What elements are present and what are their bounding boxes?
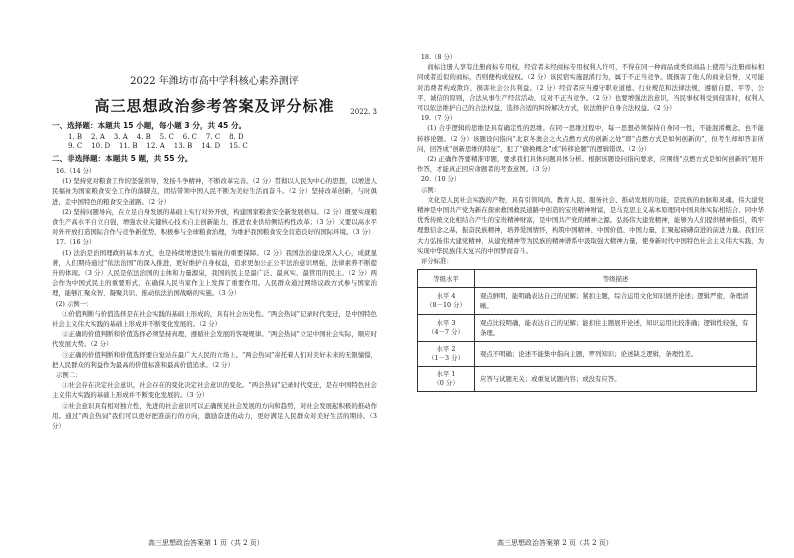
answer-paragraph: (1) 法治是治国理政的基本方式，也是持续增进民生福祉的重要保障。（2 分）我国法治建设深入人心，成就显著，人们期待通过“依法治国”的深入推进，更好维护自身权益，追求更加公正公平法治意识增强，法律素养不断提升的体现。（3 分）人民是依法治国的主体和力量源泉，我国的民主是最广泛、最真实、最管用的民主。（2 分）两会作为中国式民主的重要形式，在确保人民当家作主上发挥了重要作用。人民群众通过网络议政方式参与国家治理，能够汇聚众智，凝聚共识，推动依法治国战略的实施。（3 分） [52,248,377,298]
answer-paragraph: (1) 坚持党对粮食工作的坚强领导，发扬斗争精神，不断改革完善。（2 分）贯彻以人民为中心的思想，以增进人民福祉为国家粮食安全工作的落脚点，团结带领中国人民不断为美好生活而奋斗。（2 分）坚持改革创新，与时俱进，走中国特色的粮食安全道路。（2 分） [52,177,377,206]
answer-paragraph: (2) 坚持问题导向，在立足自身发展的基础上实行对外开放，构建国家粮食安全新发展格局。（2 分）既要实现粮食生产高水平自立自强，增强农业关键核心技术自主创新能力，推进农业供给侧结构性改革；（3 分）又要以高水平对外开放打造国际合作与竞争新优势，积极参与全球粮食治理，为维护我国粮食安全营造良好的国际环境。（3 分） [52,207,377,237]
section-label: 示例二： [55,371,82,380]
right-page [397,0,794,558]
answer-paragraph: ①价值判断与价值选择是在社会实践的基础上形成的，具有社会历史性。“两会热词”记录时代变迁，是中国特色社会主义伟大实践的基础上形成并不断变化发展的。（2 分） [52,309,377,329]
right-body [417,52,764,266]
rubric-table [417,269,757,392]
rubric-level: 水平 2 （1－3 分） [418,342,475,367]
section2-heading: 二、非选择题：本题共 5 题，共 55 分。 [52,154,193,163]
section1-heading: 一、选择题：本题共 15 小题，每小题 3 分，共 45 分。 [52,121,247,130]
answers-row-1: 1. B 2. A 3. A 4. B 5. C 6. C 7. C 8. D [68,133,244,141]
section-label: 评分标准： [420,257,453,266]
answer-paragraph: ②正确的价值判断和价值选择必须坚持真理，遵循社会发展的客观规律。“两会热词”立足中国社会实际，顺应时代发展大势。（2 分） [52,330,377,349]
footer-page-1: 高三思想政治答案第 1 页（共 2 页） [148,539,264,547]
answer-paragraph: ③正确的价值判断和价值选择要自觉站在最广大人民的立场上。“两会热词”寄托着人们对美好未来的无限憧憬，把人民群众的利益作为最高的价值标准和最高价值追求。（2 分） [52,350,377,369]
section-label: (2) 示例一： [55,299,93,308]
rubric-level: 水平 1 （0 分） [418,367,475,392]
answer-paragraph: ②社会意识具有相对独立性，先进的社会意识可以正确预见社会发展的方向和趋势，对社会发展起积极的推动作用。通过“两会热词”我们可以更好把准前行的方向，激励奋进的动力，更好满足人民群众对美好生活的期待。（3 分） [52,401,377,431]
rubric-row [418,288,757,315]
rubric-row [418,315,757,342]
rubric-header-level: 等级水平 [418,270,475,288]
rubric-desc: 应答与试题无关；或重复试题内容；或没有应答。 [475,367,757,392]
rubric-level: 水平 3 （4－7 分） [418,315,475,342]
answers-row-2: 9. C 10. D 11. B 12. A 13. B 14. D 15. C [68,142,248,150]
section-label: 示例： [420,185,440,194]
section-label: 17.（16 分） [55,238,96,247]
rubric-header-desc: 等级描述 [475,270,757,288]
rubric-desc: 观点鲜明，能明确表达自己的见解；紧扣主题，综合运用文化知识展开论述；逻辑严密，条理清晰。 [475,288,757,315]
answer-paragraph: ①社会存在决定社会意识，社会存在的变化决定社会意识的变化。“两会热词”记录时代变迁，是在中国特色社会主义伟大实践的基础上形成并不断变化发展的。（3 分） [52,381,377,400]
section-label: 18.（8 分） [420,53,457,61]
page-title: 高三思想政治参考答案及评分标准 [94,97,335,115]
rubric-header-row [418,270,757,288]
rubric-desc: 观点不明确；论述不能集中指向主题，罗列知识；论述缺乏逻辑，条理性差。 [475,342,757,367]
answer-paragraph: 文化是人民社会实践的产物，具有引领风尚、教育人民、服务社会、推动发展的功能，是民族的血脉和灵魂。伟大建党精神是中国共产党为新在探索救国救民道路中创造的宝贵精神财富，是马克思主义基本原理同中国具体实际相结合、同中华优秀传统文化相结合产生的宝贵精神财富，是中国共产党的精神之源。弘扬伟大建党精神，能够为人们提供精神指引，筑牢理想信念之基，振奋民族精神，培养爱国情怀，构筑中国精神、中国价值、中国力量，汇聚起磅礴奋进的前进力量。我们应大力弘扬伟大建党精神，从建党精神等为民族的精神谱系中汲取强大精神力量，使身新时代中国特色社会主义伟大实践，为实现中华民族伟大复兴的中国梦而奋斗。 [417,195,764,255]
section-label: 16.（14 分） [55,167,96,175]
section-label: 20.（10 分） [420,175,461,184]
rubric-row [418,342,757,367]
rubric-level: 水平 4 （8－10 分） [418,288,475,315]
footer-page-2: 高三思想政治答案第 2 页（共 2 页） [497,539,613,547]
section-label: 19.（7 分） [420,114,457,123]
rubric-desc: 观点比较明确，能表达自己的见解；能扣住主题展开论述，知识运用比较准确；逻辑性较强，有条理。 [475,315,757,342]
answer-paragraph: (1) 合乎逻辑的思维是具有确定性的思维。在同一思维过程中，每一思想必须保持自身同一性，不能混淆概念，也不能转移论题。（2 分）该题设问指向“北京冬奥会之火点燃方式的创新之处”即“点燃方式是如何创新的”，但考生却却答非所问，回答成“创新思维的特征”，犯了“偷换概念”或“转移论题”的逻辑错误。（2 分） [417,124,764,153]
exam-title: 2022 年潍坊市高中学科核心素养测评 [130,76,299,87]
left-body [52,166,377,431]
rubric-row [418,367,757,392]
answer-paragraph: 商标注册人享有注册商标专用权，经营者未经商标专用权利人许可，不得在同一种商品或类似商品上使用与注册商标相同或者近似的商标，否则便构成侵权。（2 分）该民宿实施混淆行为，属于不正当竞争。既损害了他人的商业信誉，又可能对消费者构成欺诈，损害社会公共利益。（2 分）经营者应当遵守职业道德、行业规范和法律法规，遵循自愿、平等、公平、诚信的原则，合法从事生产经营活动，反对不正当竞争。（2 分）也要增强法治意识，当民事权利受到侵害时，权利人可以依法维护自己的合法权益，选择合适的纠纷解决方式，依法维护自身合法权益。（2 分） [417,63,764,113]
date: 2022. 3 [350,108,377,116]
answer-paragraph: (2) 正确作答要精准审题，要求我们具体问题具体分析。根据该题设问指向要求，应围绕“点燃方式是如何创新的”展开作答，才能真正回应命题者的考查意图。（3 分） [417,155,764,174]
